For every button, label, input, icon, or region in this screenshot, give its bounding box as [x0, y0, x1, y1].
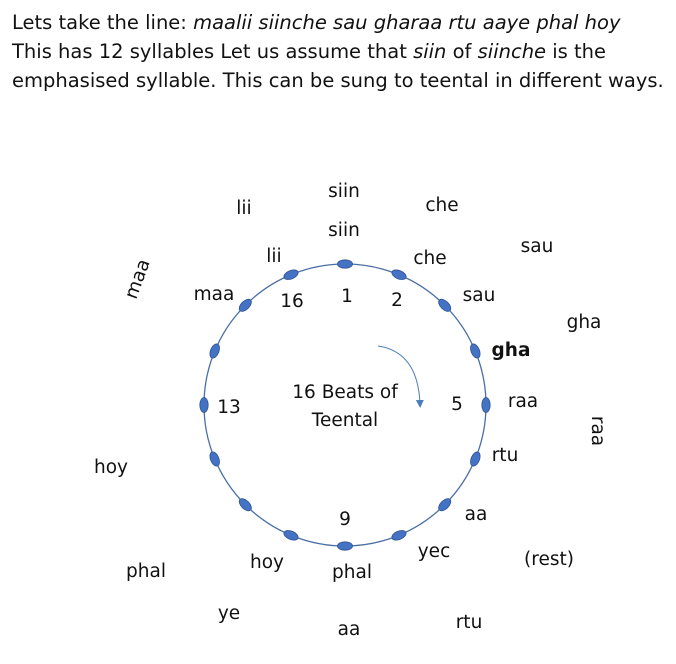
beat-number-13: 13 [217, 397, 241, 418]
beat-dot-10 [282, 529, 299, 543]
center-title-line-1: 16 Beats of [292, 382, 398, 403]
beat-dot-1 [338, 260, 353, 268]
inner-syllable-aa: aa [464, 504, 488, 525]
lyric-line: maalii siinche sau gharaa rtu aaye phal hoy [193, 11, 621, 34]
inner-syllable-sau: sau [462, 285, 496, 306]
inner-syllable-hoy: hoy [250, 552, 284, 573]
intro-line-3: emphasised syllable. This can be sung to teental in different ways. [12, 69, 664, 92]
middle-syllable-gha: gha [566, 312, 602, 333]
beat-dot-13 [200, 398, 208, 413]
inner-syllable-maa: maa [193, 284, 235, 305]
inner-syllable-siin: siin [328, 220, 360, 241]
inner-syllable-lii: lii [266, 246, 282, 267]
inner-syllable-gha: gha [491, 340, 531, 361]
intro-line-2: This has 12 syllables Let us assume that siin of siinche is the [12, 40, 607, 63]
beat-dot-8 [390, 529, 407, 543]
beat-dot-6 [469, 450, 483, 467]
inner-syllable-raa: raa [507, 391, 539, 412]
inner-syllable-che: che [413, 248, 447, 269]
middle-syllable-ye: ye [217, 603, 241, 624]
center-title-line-2: Teental [311, 410, 379, 431]
middle-syllable-maa: maa [121, 256, 155, 302]
beat-dot-4 [469, 342, 483, 359]
beat-dot-9 [338, 542, 353, 550]
outer-syllable-raa: raa [587, 415, 608, 447]
middle-syllable-siin: siin [328, 181, 360, 202]
inner-syllable-rtu: rtu [491, 445, 519, 466]
inner-syllable-yec: yec [417, 541, 451, 562]
beat-dot-2 [390, 268, 407, 282]
beat-dot-12 [208, 450, 222, 467]
middle-syllable-phal: phal [126, 561, 166, 582]
beat-number-2: 2 [391, 290, 403, 311]
middle-syllable-lii: lii [236, 198, 252, 219]
beat-dot-5 [482, 398, 490, 413]
middle-syllable-rest: (rest) [524, 549, 574, 570]
beat-dot-14 [208, 342, 222, 359]
beat-number-16: 16 [280, 291, 304, 312]
beat-dot-16 [282, 268, 299, 282]
middle-syllable-hoy: hoy [94, 457, 128, 478]
middle-syllable-sau: sau [520, 236, 554, 257]
beat-number-9: 9 [339, 509, 351, 530]
middle-syllable-aa: aa [337, 619, 361, 640]
inner-syllable-phal: phal [332, 562, 372, 583]
beat-number-5: 5 [451, 394, 463, 415]
beat-number-1: 1 [341, 286, 353, 307]
middle-syllable-che: che [425, 195, 459, 216]
middle-syllable-rtu: rtu [455, 612, 483, 633]
intro-line-1: Lets take the line: maalii siinche sau gharaa rtu aaye phal hoy [12, 11, 621, 34]
